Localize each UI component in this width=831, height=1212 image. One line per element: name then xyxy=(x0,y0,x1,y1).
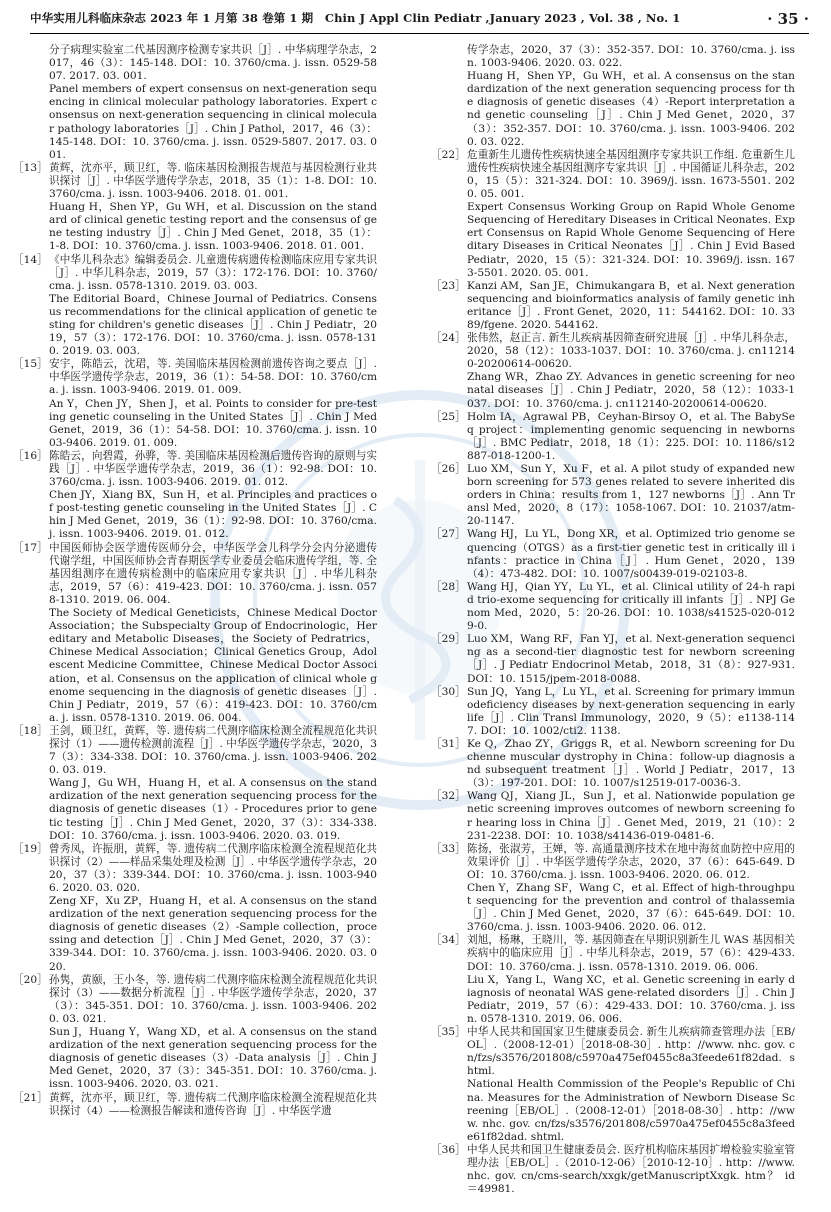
reference-primary-citation: Luo XM，Sun Y，Xu F，et al. A pilot study of expanded newborn screening for 573 genes related to severe inherited disorders in China：results from 1，127 newborns［J］. Ann Transl Med，2020，8（17）：1058-1067. DOI：10. 21037/atm-20-1147. xyxy=(467,463,795,528)
reference-entry xyxy=(13,542,377,725)
reference-primary-citation: 分子病理实验室二代基因测序检测专家共识［J］. 中华病理学杂志，2017，46（3）：145-148. DOI：10. 3760/cma. j. issn. 0529-5807. 2017. 03. 001. xyxy=(49,44,377,83)
reference-english-citation: Sun J，Huang Y，Wang XD，et al. A consensus on the standardization of the next generation sequencing process for the diagnosis of genetic diseases（3）-Data analysis［J］. Chin J Med Genet，2020，37（3）：345-351. DOI：10. 3760/cma. j. issn. 1003-9406. 2020. 03. 021. xyxy=(49,1026,377,1091)
reference-text xyxy=(467,280,795,332)
reference-english-citation: The Society of Medical Geneticists，Chinese Medical Doctor Association；the Subspecialty Group of Endocrinologic，Hereditary and Metabolic Diseases，the Society of Pedratrics，Chinese Medical Association；Clinical Genetics Group，Adolescent Medicine Committee，Chinese Medical Doctor Association，et al. Consensus on the application of clinical whole genome sequencing in the diagnosis of genetic diseases［J］. Chin J Pediatr，2019，57（6）：419-423. DOI：10. 3760/cma. j. issn. 0578-1310. 2019. 06. 004. xyxy=(49,607,377,724)
reference-number: ［22］ xyxy=(431,148,466,161)
reference-entry xyxy=(431,411,795,463)
reference-entry xyxy=(431,1144,795,1196)
reference-primary-citation: 危重新生儿遗传性疾病快速全基因组测序专家共识工作组. 危重新生儿遗传性疾病快速全基因组测序专家共识［J］. 中国循证儿科杂志，2020，15（5）：321-324. DOI：10. 3969/j. issn. 1673-5501. 2020. 05. 001. xyxy=(467,148,795,201)
reference-text xyxy=(49,162,377,254)
reference-number: ［18］ xyxy=(13,724,48,737)
reference-primary-citation: 中国医师协会医学遗传医师分会，中华医学会儿科学分会内分泌遗传代谢学组，中国医师协会青春期医学专业委员会临床遗传学组，等. 全基因组测序在遗传病检测中的临床应用专家共识［J］. 中华儿科杂志，2019，57（6）：419-423. DOI：10. 3760/cma. j. issn. 0578-1310. 2019. 06. 004. xyxy=(49,541,377,606)
reference-text xyxy=(49,843,377,974)
reference-primary-citation: 王剑，顾卫红，黄辉，等. 遗传病二代测序临床检测全流程规范化共识探讨（1）——遗传检测前流程［J］. 中华医学遗传学杂志，2020，37（3）：334-338. DOI：10. 3760/cma. j. issn. 1003-9406. 2020. 03. 019. xyxy=(49,724,377,777)
reference-english-citation: Zhang WR，Zhao ZY. Advances in genetic screening for neonatal diseases［J］. Chin J Pediatr，2020，58（12）：1033-1037. DOI：10. 3760/cma. j. cn112140-20200614-00620. xyxy=(467,371,795,410)
reference-number: ［26］ xyxy=(431,463,466,475)
header-rule xyxy=(30,33,809,34)
reference-english-citation: An Y，Chen JY，Shen J，et al. Points to consider for pre-testing genetic counseling in the United States［J］. Chin J Med Genet，2019，36（1）：54-58. DOI：10. 3760/cma. j. issn. 1003-9406. 2019. 01. 009. xyxy=(49,397,377,449)
reference-entry xyxy=(13,974,377,1092)
reference-column-left xyxy=(13,44,377,1118)
reference-english-citation: Huang H，Shen YP，Gu WH，et al. Discussion on the standard of clinical genetic testing report and the consensus of gene testing industry［J］. Chin J Med Genet，2018，35（1）：1-8. DOI：10. 3760/cma. j. issn. 1003-9406. 2018. 01. 001. xyxy=(49,201,377,253)
reference-number: ［21］ xyxy=(13,1091,48,1104)
reference-entry xyxy=(431,738,795,790)
reference-primary-citation: 安宇，陈皓云，沈珺，等. 美国临床基因检测前遗传咨询之要点［J］. 中华医学遗传学杂志，2019，36（1）：54-58. DOI：10. 3760/cma. j. issn. 1003-9406. 2019. 01. 009. xyxy=(49,358,377,397)
reference-number: ［31］ xyxy=(431,737,466,750)
reference-entry xyxy=(431,790,795,842)
reference-entry xyxy=(431,149,795,280)
reference-number: ［23］ xyxy=(431,279,466,292)
reference-text xyxy=(467,528,795,580)
reference-primary-citation: 中华人民共和国国家卫生健康委员会. 新生儿疾病筛查管理办法［EB/OL］.（2008-12-01）［2018-08-30］. http：//www. nhc. gov. cn/fzs/s3576/201808/c5970a475ef0455c8a3feede61f82dad. shtml. xyxy=(467,1026,795,1078)
reference-number: ［25］ xyxy=(431,410,466,423)
reference-primary-citation: Sun JQ，Yang L，Lu YL，et al. Screening for primary immunodeficiency diseases by next-generation sequencing in early life［J］. Clin Transl Immunology，2020，9（5）：e1138-1147. DOI：10. 1002/cti2. 1138. xyxy=(467,685,795,737)
reference-entry xyxy=(431,332,795,411)
reference-text xyxy=(49,44,377,162)
reference-number: ［19］ xyxy=(13,842,48,855)
reference-primary-citation: Wang HJ，Lu YL，Dong XR，et al. Optimized trio genome sequencing（OTGS）as a first-tier genetic test in critically ill infants：practice in China［J］. Hum Genet，2020，139（4）：473-482. DOI：10. 1007/s00439-019-02103-8. xyxy=(467,528,795,580)
reference-number: ［16］ xyxy=(13,449,48,462)
reference-entry xyxy=(13,1092,377,1118)
reference-entry xyxy=(431,633,795,685)
reference-entry xyxy=(431,581,795,633)
reference-number: ［32］ xyxy=(431,790,466,803)
reference-entry xyxy=(13,44,377,162)
reference-text xyxy=(49,974,377,1092)
reference-primary-citation: 孙隽，黄颐，王小冬，等. 遗传病二代测序临床检测全流程规范化共识探讨（3）——数据分析流程［J］. 中华医学遗传学杂志，2020，37（3）：345-351. DOI：10. 3760/cma. j. issn. 1003-9406. 2020. 03. 021. xyxy=(49,973,377,1025)
reference-primary-citation: 陈扬，张淑芳，王婵，等. 高通量测序技术在地中海贫血防控中应用的效果评价［J］. 中华医学遗传学杂志，2020，37（6）：645-649. DOI：10. 3760/cma. j. issn. 1003-9406. 2020. 06. 012. xyxy=(467,842,795,881)
reference-text xyxy=(49,725,377,843)
reference-number: ［15］ xyxy=(13,358,48,371)
reference-primary-citation: 《中华儿科杂志》编辑委员会. 儿童遗传病遗传检测临床应用专家共识［J］. 中华儿科杂志，2019，57（3）：172-176. DOI：10. 3760/cma. j. issn. 0578-1310. 2019. 03. 003. xyxy=(49,253,377,292)
reference-primary-citation: 张伟然，赵正言. 新生儿疾病基因筛查研究进展［J］. 中华儿科杂志，2020，58（12）：1033-1037. DOI：10. 3760/cma. j. cn112140-20200614-00620. xyxy=(467,332,795,371)
reference-primary-citation: 黄辉，沈亦平，顾卫红，等. 遗传病二代测序临床检测全流程规范化共识探讨（4）——检测报告解读和遗传咨询［J］. 中华医学遗 xyxy=(49,1091,377,1117)
reference-entry xyxy=(13,843,377,974)
reference-entry xyxy=(431,463,795,528)
reference-number: ［17］ xyxy=(13,541,48,554)
reference-text xyxy=(467,633,795,685)
reference-text xyxy=(49,450,377,542)
reference-english-citation: Expert Consensus Working Group on Rapid Whole Genome Sequencing of Hereditary Diseases in Critical Neonates. Expert Consensus on Rapid Whole Genome Sequencing of Hereditary Diseases in Critical Neonates［J］. Chin J Evid Based Pediatr，2020，15（5）：321-324. DOI：10. 3969/j. issn. 1673-5501. 2020. 05. 001. xyxy=(467,201,795,279)
reference-number: ［27］ xyxy=(431,528,466,541)
reference-english-citation: The Editorial Board，Chinese Journal of Pediatrics. Consensus recommendations for the clinical application of genetic testing for children's genetic diseases［J］. Chin J Pediatr，2019，57（3）：172-176. DOI：10. 3760/cma. j. issn. 0578-1310. 2019. 03. 003. xyxy=(49,292,377,358)
reference-column-right xyxy=(431,44,795,1196)
reference-english-citation: Huang H，Shen YP，Gu WH，et al. A consensus on the standardization of the next generation sequencing process for the diagnosis of genetic diseases（4）-Report interpretation and genetic counseling［J］. Chin J Med Genet，2020，37（3）：352-357. DOI：10. 3760/cma. j. issn. 1003-9406. 2020. 03. 022. xyxy=(467,70,795,148)
reference-entry xyxy=(13,358,377,450)
reference-number: ［30］ xyxy=(431,685,466,698)
reference-text xyxy=(467,1144,795,1196)
reference-entry xyxy=(431,44,795,149)
reference-text xyxy=(467,738,795,790)
reference-english-citation: Panel members of expert consensus on next-generation sequencing in clinical molecular pathology laboratories. Expert consensus on next-generation sequencing in clinical molecular pathology laboratories［J］. Chin J Pathol，2017，46（3）：145-148. DOI：10. 3760/cma. j. issn. 0529-5807. 2017. 03. 001. xyxy=(49,83,377,161)
reference-text xyxy=(467,686,795,738)
reference-text xyxy=(467,790,795,842)
reference-english-citation: Zeng XF，Xu ZP，Huang H，et al. A consensus on the standardization of the next generation sequencing process for the diagnosis of genetic diseases（2）-Sample collection，processing and detection［J］. Chin J Med Genet，2020，37（3）：339-344. DOI：10. 3760/cma. j. issn. 1003-9406. 2020. 03. 020. xyxy=(49,895,377,973)
reference-text xyxy=(467,463,795,528)
reference-entry xyxy=(431,1026,795,1144)
reference-primary-citation: Holm IA，Agrawal PB，Ceyhan-Birsoy O，et al. The BabySeq project：implementing genomic sequencing in newborns［J］. BMC Pediatr，2018，18（1）：225. DOI：10. 1186/s12887-018-1200-1. xyxy=(467,410,795,462)
reference-entry xyxy=(13,450,377,542)
reference-text xyxy=(467,581,795,633)
reference-primary-citation: 中华人民共和国卫生健康委员会. 医疗机构临床基因扩增检验实验室管理办法［EB/OL］.（2010-12-06）［2010-12-10］. http：//www. nhc. gov. cn/cms-search/xxgk/getManuscriptXxgk. htm？ id＝49981. xyxy=(467,1143,795,1196)
reference-primary-citation: Wang HJ，Qian YY，Lu YL，et al. Clinical utility of 24-h rapid trio-exome sequencing for critically ill infants［J］. NPJ Genom Med，2020，5：20-26. DOI：10. 1038/s41525-020-0129-0. xyxy=(467,580,795,633)
reference-entry xyxy=(431,934,795,1026)
reference-primary-citation: 曾秀凤，许振朋，黄辉，等. 遗传病二代测序临床检测全流程规范化共识探讨（2）——样品采集处理及检测［J］. 中华医学遗传学杂志，2020，37（3）：339-344. DOI：10. 3760/cma. j. issn. 1003-9406. 2020. 03. 020. xyxy=(49,842,377,894)
reference-text xyxy=(467,843,795,935)
reference-text xyxy=(467,1026,795,1144)
reference-number: ［20］ xyxy=(13,973,48,986)
reference-english-citation: Liu X，Yang L，Wang XC，et al. Genetic screening in early diagnosis of neonatal WAS gene-related disorders［J］. Chin J Pediatr，2019，57（6）：429-433. DOI：10. 3760/cma. j. issn. 0578-1310. 2019. 06. 006. xyxy=(467,973,795,1025)
reference-english-citation: Wang J，Gu WH，Huang H，et al. A consensus on the standardization of the next generation sequencing process for the diagnosis of genetic diseases（1）- Procedures prior to genetic testing［J］. Chin J Med Genet，2020，37（3）：334-338. DOI：10. 3760/cma. j. issn. 1003-9406. 2020. 03. 019. xyxy=(49,777,377,842)
reference-entry xyxy=(431,528,795,580)
reference-text xyxy=(467,44,795,149)
reference-entry xyxy=(431,686,795,738)
running-header xyxy=(0,0,831,40)
reference-number: ［14］ xyxy=(13,253,48,266)
reference-primary-citation: 刘旭，杨琳，王晓川，等. 基因筛查在早期识别新生儿 WAS 基因相关疾病中的临床应用［J］. 中华儿科杂志，2019，57（6）：429-433. DOI：10. 3760/cma. j. issn. 0578-1310. 2019. 06. 006. xyxy=(467,934,795,973)
page-number: · 35 · xyxy=(767,10,809,28)
reference-text xyxy=(49,542,377,725)
reference-text xyxy=(49,254,377,359)
reference-number: ［36］ xyxy=(431,1143,466,1156)
journal-citation-line: 中华实用儿科临床杂志 2023 年 1 月第 38 卷第 1 期 Chin J Appl Clin Pediatr ,January 2023 , Vol. 38 , No. 1 xyxy=(30,11,681,25)
reference-primary-citation: Ke Q，Zhao ZY，Griggs R，et al. Newborn screening for Duchenne muscular dystrophy in China：follow-up diagnosis and subsequent treatment［J］. World J Pediatr，2017，13（3）：197-201. DOI：10. 1007/s12519-017-0036-3. xyxy=(467,737,795,790)
reference-english-citation: Chen JY，Xiang BX，Sun H，et al. Principles and practices of post-testing genetic counseling in the United States［J］. Chin J Med Genet，2019，36（1）：92-98. DOI：10. 3760/cma. j. issn. 1003-9406. 2019. 01. 012. xyxy=(49,489,377,541)
reference-primary-citation: Kanzi AM，San JE，Chimukangara B，et al. Next generation sequencing and bioinformatics analysis of family genetic inheritance［J］. Front Genet，2020，11：544162. DOI：10. 3389/fgene. 2020. 544162. xyxy=(467,279,795,331)
reference-primary-citation: Luo XM，Wang RF，Fan YJ，et al. Next-generation sequencing as a second-tier diagnostic test for newborn screening［J］. J Pediatr Endocrinol Metab，2018，31（8）：927-931. DOI：10. 1515/jpem-2018-0088. xyxy=(467,633,795,685)
reference-text xyxy=(49,1092,377,1118)
reference-number: ［24］ xyxy=(431,332,466,345)
reference-number: ［29］ xyxy=(431,633,466,646)
reference-text xyxy=(467,149,795,280)
reference-primary-citation: 陈皓云，向碧霞，孙骅，等. 美国临床基因检测后遗传咨询的原则与实践［J］. 中华医学遗传学杂志，2019，36（1）：92-98. DOI：10. 3760/cma. j. issn. 1003-9406. 2019. 01. 012. xyxy=(49,449,377,489)
reference-text xyxy=(467,934,795,1026)
reference-entry xyxy=(431,843,795,935)
reference-number: ［28］ xyxy=(431,580,466,593)
reference-text xyxy=(467,332,795,411)
reference-entry xyxy=(13,725,377,843)
reference-number: ［13］ xyxy=(13,161,48,174)
reference-entry xyxy=(431,280,795,332)
reference-number: ［35］ xyxy=(431,1026,466,1039)
reference-text xyxy=(467,411,795,463)
reference-number: ［34］ xyxy=(431,934,466,947)
reference-primary-citation: Wang QJ，Xiang JL，Sun J，et al. Nationwide population genetic screening improves outcomes of newborn screening for hearing loss in China［J］. Genet Med，2019，21（10）：2231-2238. DOI：10. 1038/s41436-019-0481-6. xyxy=(467,790,795,842)
reference-english-citation: Chen Y，Zhang SF，Wang C，et al. Effect of high-throughput sequencing for the prevention and control of thalassemia［J］. Chin J Med Genet，2020，37（6）：645-649. DOI：10. 3760/cma. j. issn. 1003-9406. 2020. 06. 012. xyxy=(467,882,795,934)
reference-primary-citation: 传学杂志，2020，37（3）：352-357. DOI：10. 3760/cma. j. issn. 1003-9406. 2020. 03. 022. xyxy=(467,44,795,70)
reference-entry xyxy=(13,254,377,359)
reference-entry xyxy=(13,162,377,254)
reference-primary-citation: 黄辉，沈亦平，顾卫红，等. 临床基因检测报告规范与基因检测行业共识探讨［J］. 中华医学遗传学杂志，2018，35（1）：1-8. DOI：10. 3760/cma. j. issn. 1003-9406. 2018. 01. 001. xyxy=(49,161,377,201)
reference-english-citation: National Health Commission of the People's Republic of China. Measures for the Administration of Newborn Disease Screening［EB/OL］.（2008-12-01）［2018-08-30］. http：//www. nhc. gov. cn/fzs/s3576/201808/c5970a475ef0455c8a3feede61f82dad. shtml. xyxy=(467,1078,795,1143)
reference-number: ［33］ xyxy=(431,842,466,855)
reference-text xyxy=(49,358,377,450)
